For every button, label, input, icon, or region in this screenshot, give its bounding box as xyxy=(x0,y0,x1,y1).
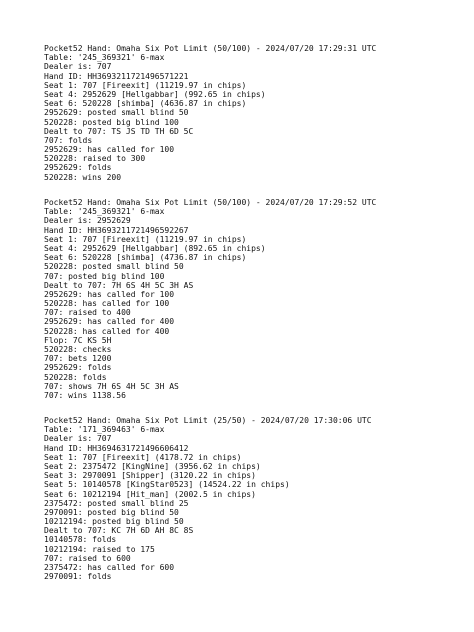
action-line: 2952629: has called for 100 xyxy=(44,289,175,299)
dealer-info: Dealer is: 707 xyxy=(44,62,112,72)
action-line: 520228: checks xyxy=(44,345,112,354)
seat-line: Seat 1: 707 [Fireexit] (4178.72 in chips) xyxy=(44,452,242,462)
action-line: 2952629: folds xyxy=(44,363,112,373)
dealer-info: Dealer is: 707 xyxy=(44,434,112,444)
dealt-cards: Dealt to 707: 7H 6S 4H 5C 3H AS xyxy=(44,280,194,290)
dealer-info: Dealer is: 2952629 xyxy=(44,216,131,226)
action-line: 2375472: has called for 600 xyxy=(44,563,175,572)
seat-line: Seat 2: 2375472 [KingNine] (3956.62 in chips) xyxy=(44,461,261,471)
action-line: 10140578: folds xyxy=(44,535,117,545)
table-info: Table: '245_369321' 6-max xyxy=(44,53,165,63)
hand-id: Hand ID: HH3693211721496571221 xyxy=(44,71,189,81)
action-line: 2970091: folds xyxy=(44,572,112,582)
seat-line: Seat 5: 10140578 [KingStar0523] (14524.22 in chips) xyxy=(44,480,290,490)
hand-id: Hand ID: HH3693211721496592267 xyxy=(44,225,189,235)
seat-line: Seat 3: 2970091 [Shipper] (3120.22 in chips) xyxy=(44,471,256,481)
hand-history-2 xyxy=(44,198,464,400)
action-line: 10212194: posted big blind 50 xyxy=(44,517,184,527)
action-line: 520228: has called for 400 xyxy=(44,326,170,336)
hand-history-1 xyxy=(44,44,464,182)
hand-header: Pocket52 Hand: Omaha Six Pot Limit (25/50) - 2024/07/20 17:30:06 UTC xyxy=(44,416,372,425)
seat-line: Seat 6: 10212194 [Hit_man] (2002.5 in chips) xyxy=(44,489,256,499)
result-line: 520228: wins 200 xyxy=(44,172,122,182)
action-line: 707: raised to 600 xyxy=(44,553,131,563)
action-line: 707: folds xyxy=(44,135,93,145)
dealt-cards: Dealt to 707: KC 7H 6D AH 8C 8S xyxy=(44,526,194,536)
action-line: 10212194: raised to 175 xyxy=(44,544,155,554)
action-line: 2952629: posted small blind 50 xyxy=(44,108,189,118)
result-line: 707: wins 1138.56 xyxy=(44,390,126,400)
table-info: Table: '245_369321' 6-max xyxy=(44,207,165,217)
seat-line: Seat 6: 520228 [shimba] (4636.87 in chips) xyxy=(44,99,247,109)
seat-line: Seat 4: 2952629 [Hellgabbar] (992.65 in chips) xyxy=(44,89,266,99)
table-info: Table: '171_369463' 6-max xyxy=(44,425,165,435)
seat-line: Seat 4: 2952629 [Hellgabbar] (892.65 in chips) xyxy=(44,243,266,253)
hand-history-3 xyxy=(44,416,464,581)
action-line: 707: raised to 400 xyxy=(44,308,131,318)
action-line: 2970091: posted big blind 50 xyxy=(44,507,179,517)
action-line: 520228: has called for 100 xyxy=(44,299,170,309)
hand-header: Pocket52 Hand: Omaha Six Pot Limit (50/100) - 2024/07/20 17:29:52 UTC xyxy=(44,198,377,207)
action-line: 520228: folds xyxy=(44,372,107,382)
seat-line: Seat 1: 707 [Fireexit] (11219.97 in chips) xyxy=(44,80,247,90)
showdown-line: 707: shows 7H 6S 4H 5C 3H AS xyxy=(44,381,179,391)
action-line: 707: posted big blind 100 xyxy=(44,271,165,281)
seat-line: Seat 6: 520228 [shimba] (4736.87 in chips) xyxy=(44,253,247,263)
hand-id: Hand ID: HH3694631721496606412 xyxy=(44,443,189,453)
action-line: 520228: posted big blind 100 xyxy=(44,117,179,127)
flop-line: Flop: 7C KS 5H xyxy=(44,335,112,345)
seat-line: Seat 1: 707 [Fireexit] (11219.97 in chips) xyxy=(44,234,247,244)
action-line: 2952629: folds xyxy=(44,163,112,173)
action-line: 2375472: posted small blind 25 xyxy=(44,498,189,508)
dealt-cards: Dealt to 707: TS JS TD TH 6D 5C xyxy=(44,126,194,136)
hand-header: Pocket52 Hand: Omaha Six Pot Limit (50/100) - 2024/07/20 17:29:31 UTC xyxy=(44,44,377,53)
action-line: 2952629: has called for 100 xyxy=(44,145,175,155)
action-line: 2952629: has called for 400 xyxy=(44,317,175,327)
action-line: 520228: raised to 300 xyxy=(44,154,146,164)
action-line: 520228: posted small blind 50 xyxy=(44,262,184,272)
action-line: 707: bets 1200 xyxy=(44,354,112,364)
